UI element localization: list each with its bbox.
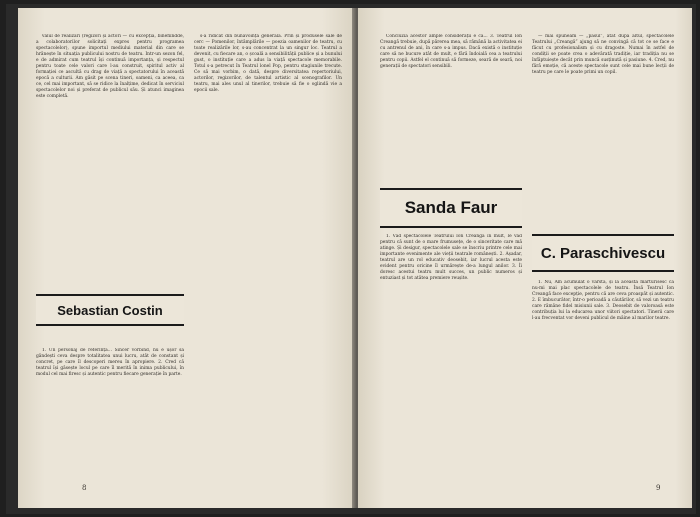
left-page-column-1-top: [36, 34, 184, 269]
left-page-column-1-bottom: [36, 348, 184, 496]
section-heading-sanda-faur: [380, 188, 522, 228]
left-col2-text: s-a ridicat din bunăvoința generală. Prin și produsele sale de cerc — Pomenilor, întâmplările — poezia oamenilor de teatru, cu toate realizările lor, s-au concentrat la un singur loc. Teatrul a devenit, cu fiecare an, o școală a sensibilității publice și a bunului gust, o instituție care a adus la viață spectacole memorabile. Totul s-a petrecut în Teatrul lonel Pop, pentru stagiunile trecute. Ce să mai vorbim, o dată, despre diversitatea repertoriului, actorilor, regizorilor, de talentul artistic al scenografilor. Un teatru, mai ales unul al tinerilor, trebuie să fie o oglindă vie a epocii sale.: [194, 34, 342, 94]
left-page-column-2: [194, 34, 342, 496]
right-col2-bottom-text: 1. Nu, Am acumulat o vârstă, și la aceasta mărturisesc că nu-mi mai plac spectacolele de teatru. Însă Teatrul Ion Creangă face excepție, pentru că are ceva proaspăt și autentic. 2. E îmbucurător, într-o perioadă a căutărilor, să vezi un teatru care rămâne fidel misiunii sale. 3. Deosebit de valoroasă este contribuția lui la educarea unor viitori spectatori. Tinerii care l-au frecventat vor deveni publicul de mâine al marilor teatre.: [532, 280, 674, 322]
c-paraschivescu-heading: C. Paraschivescu: [540, 244, 666, 262]
right-page-column-1-top: [380, 34, 522, 180]
section-heading-c-paraschivescu: [532, 234, 674, 272]
right-page-column-2-bottom: [532, 280, 674, 496]
right-page-column-2-top: [532, 34, 674, 224]
left-col1-bottom-text: 1. Un personaj de referință... Sincer vorbind, nu e ușor să gândești ceva despre totalitatea unui lucru, atât de constant și concret, pe care îl descoperi mereu în apropiere. 2. Cred că teatrul își găsește locul pe care îl merită în inima publicului, în modul cel mai firesc și autentic pentru fiecare generație în parte.: [36, 348, 184, 378]
book-spread: [6, 4, 696, 514]
sanda-faur-heading: Sanda Faur: [404, 198, 498, 217]
page-number-left: 8: [82, 484, 87, 492]
right-col1-top-text: Concluzia acestor ample considerații e că... 3. Teatrul Ion Creangă trebuie, după părerea mea, să rămână la activitatea ei cu antrenul de ani, în care s-a impus. Dacă există o instituție care să ne bucure atât de mult, e fără îndoială cea a teatrului pentru copii. Astfel el continuă să formeze, seară de seară, noi generații de spectatori sensibili.: [380, 34, 522, 70]
right-page-column-1-bottom: [380, 234, 522, 496]
right-col1-bottom-text: 1. Văd spectacolele Teatrului Ion Creangă în mult, le văd pentru că sunt de o mare frumusețe, de o sinceritate care mă atinge. Și desigur, spectacolele sale se înscriu printre cele mai importante evenimente ale vieții teatrale românești. 2. Așadar, teatrul are un rol educativ deosebit, iar lucrul acesta este evident pentru oricine îl urmărește de-a lungul anilor. 3. Îi doresc acestui teatru mult succes, un public numeros și entuziast și tot atâtea premiere reușite.: [380, 234, 522, 282]
page-number-right: 9: [656, 484, 661, 492]
left-page: [18, 8, 356, 508]
left-col1-top-text: valul de realizări (regizori și actori — cu excepția, binefiindde, a colaboratorilor solicitați expres pentru programea spectacolelor), spune importul mediului material din care se hrănește în situația publicului nostru de teatru. Intr-un sezon fel, e de admirat cum teatrul își continuă importanța, și respectul pentru toate cele valori care l-au construit, spiritul activ al formației ce ascultă cu drag de viață a spectatorului în această epocă a culturii. Am găsit pe scena tineri, oameni, ca aceea, ca ce, cel mai important, să se ridice la înalțime, dedicat în serviciul spectacolelor noi și preferat de publicul său. Și atunci imaginea este completă.: [36, 34, 184, 100]
sebastian-costin-heading: Sebastian Costin: [57, 302, 163, 318]
right-col2-top-text: — mai spuneam — „pasul”, atât după altul, spectacolele Teatrului „Creangă” ajung să ne convingă că tot ce se face e făcut cu profesionalism și cu dragoste. Numai în astfel de condiții se poate crea o adevărată tradiție, iar tradiția nu se înfăptuiește decât prin muncă susținută și pasiune. 4. Cred, nu fără emoție, că aceste spectacole sunt cele mai bune lecții de teatru pe care le poate primi un copil.: [532, 34, 674, 76]
section-heading-sebastian-costin: [36, 294, 184, 326]
right-page: [358, 8, 692, 508]
